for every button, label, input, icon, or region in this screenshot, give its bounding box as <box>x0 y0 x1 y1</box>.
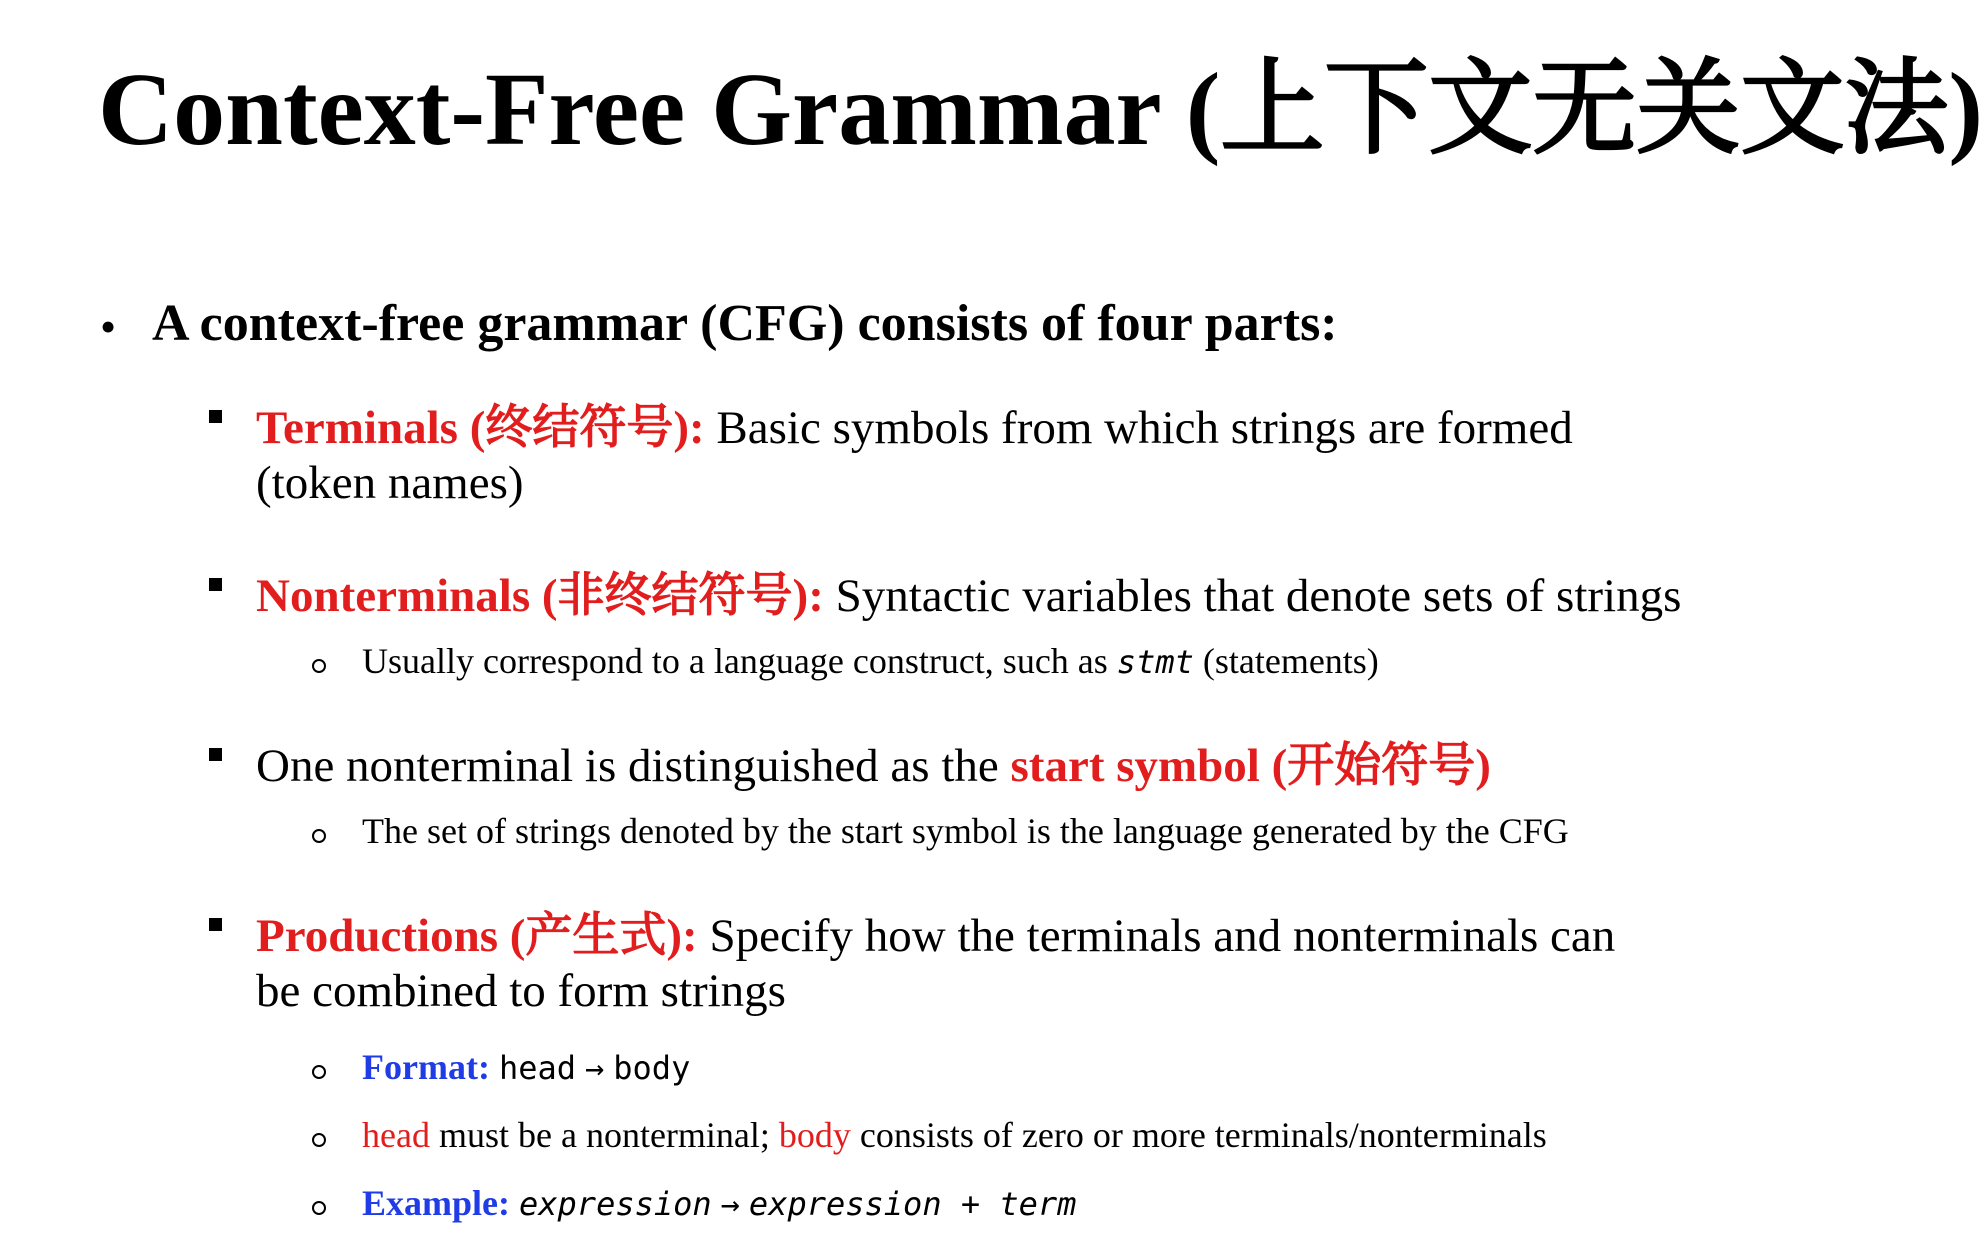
start-symbol-item <box>256 728 1491 795</box>
start-symbol-sub: The set of strings denoted by the start symbol is the language generated by the CFG <box>362 811 1569 851</box>
nonterminals-item <box>256 558 1681 625</box>
circle-bullet <box>312 1133 326 1147</box>
rule-after: consists of zero or more terminals/nonterminals <box>850 1115 1547 1155</box>
circle-bullet <box>312 1201 326 1215</box>
example-rhs: expression + term <box>748 1185 1077 1223</box>
format-line <box>362 1046 690 1088</box>
rule-body: body <box>778 1115 851 1155</box>
bullet-dot: • <box>100 301 117 352</box>
arrow-icon: → <box>585 1049 605 1087</box>
square-bullet <box>209 578 222 591</box>
nonterminals-desc: Syntactic variables that denote sets of strings <box>823 570 1682 622</box>
rule-head: head <box>362 1115 430 1155</box>
terminals-item <box>256 390 1573 457</box>
terminals-desc-line2: (token names) <box>256 457 524 509</box>
circle-bullet <box>312 1065 326 1079</box>
rule-line <box>362 1114 1547 1156</box>
terminals-term: Terminals (终结符号): <box>256 402 705 454</box>
terminals-desc-line1: Basic symbols from which strings are formed <box>704 402 1573 454</box>
productions-desc-line1: Specify how the terminals and nonterminals can <box>697 910 1616 962</box>
rule-mid: must be a nonterminal; <box>429 1115 779 1155</box>
square-bullet <box>209 410 222 423</box>
example-lhs: expression <box>519 1185 712 1223</box>
nonterminals-sub-before: Usually correspond to a language construct, such as <box>362 641 1117 681</box>
productions-term: Productions (产生式): <box>256 910 698 962</box>
stmt-code: stmt <box>1116 643 1194 681</box>
example-line <box>362 1182 1076 1224</box>
square-bullet <box>209 918 222 931</box>
productions-desc-line2: be combined to form strings <box>256 965 786 1017</box>
nonterminals-sub-after: (statements) <box>1193 641 1379 681</box>
nonterminals-term: Nonterminals (非终结符号): <box>256 570 824 622</box>
format-head: head <box>498 1049 576 1087</box>
slide-title: Context-Free Grammar (上下文无关文法) <box>98 52 1984 167</box>
square-bullet <box>209 748 222 761</box>
nonterminals-sub <box>362 640 1379 682</box>
start-symbol-before: One nonterminal is distinguished as the <box>256 740 1011 792</box>
format-body: body <box>613 1049 691 1087</box>
main-bullet-text: A context-free grammar (CFG) consists of four parts: <box>152 295 1338 352</box>
start-symbol-term: start symbol (开始符号) <box>1010 740 1491 792</box>
example-label: Example: <box>362 1183 510 1223</box>
circle-bullet <box>312 659 326 673</box>
format-label: Format: <box>362 1047 490 1087</box>
arrow-icon: → <box>720 1185 740 1223</box>
productions-item <box>256 898 1615 965</box>
circle-bullet <box>312 829 326 843</box>
